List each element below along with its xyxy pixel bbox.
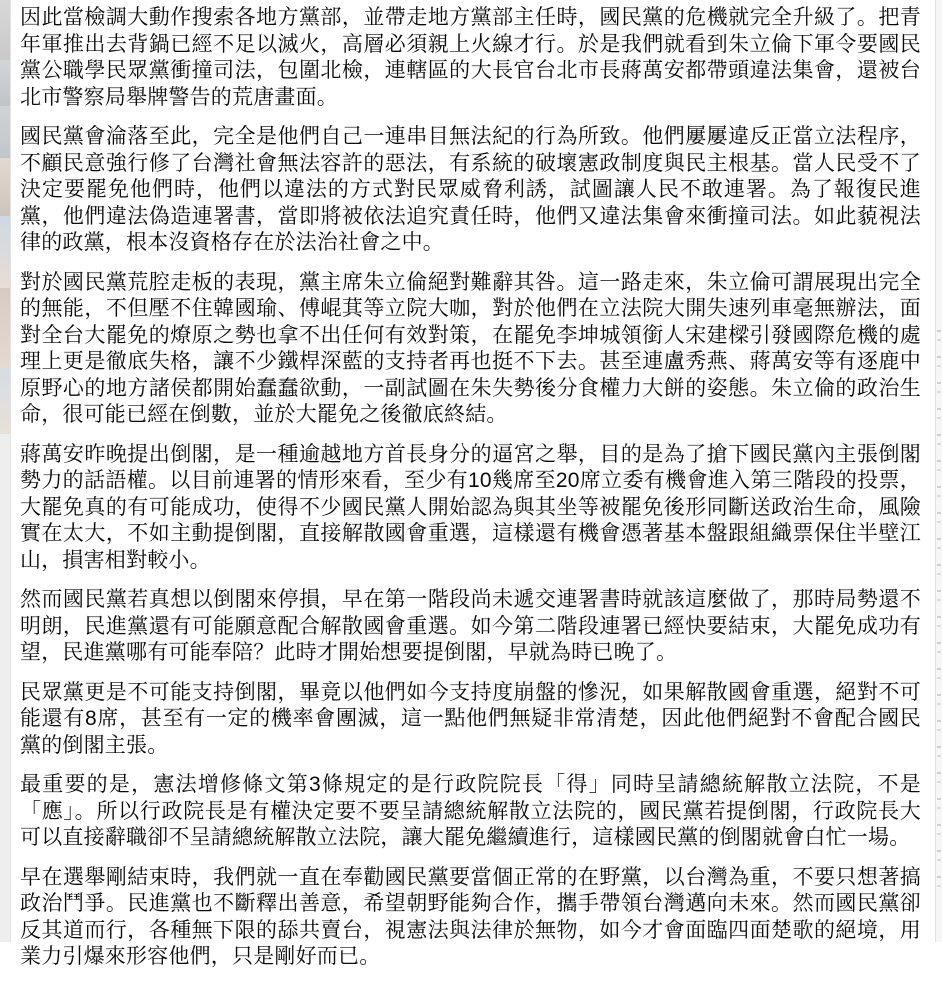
article-paragraph: 最重要的是，憲法增修條文第3條規定的是行政院院長「得」同時呈請總統解散立法院，不是「應」。所以行政院長是有權決定要不要呈請總統解散立法院的，國民黨若提倒閣，行政院長大可以直接辭職卻不呈請總統解散立法院，讓大罷免繼續進行，這樣國民黨的倒閣就會白忙一場。 — [20, 773, 921, 849]
article-paragraph: 然而國民黨若真想以倒閣來停損，早在第一階段尚未遞交連署書時就該這麼做了，那時局勢還不明朗，民進黨還有可能願意配合解散國會重選。如今第二階段連署已經快要結束，大罷免成功有望，民進黨哪有可能奉陪？此時才開始想要提倒閣，早就為時已晚了。 — [20, 588, 921, 664]
article-body — [20, 5, 921, 984]
article-paragraph: 國民黨會淪落至此，完全是他們自己一連串目無法紀的行為所致。他們屢屢違反正當立法程序，不顧民意強行修了台灣社會無法容許的惡法，有系統的破壞憲政制度與民主根基。當人民受不了決定要罷免他們時，他們以違法的方式對民眾威脅利誘，試圖讓人民不敢連署。為了報復民進黨，他們違法偽造連署書，當即將被依法追究責任時，他們又違法集會來衝撞司法。如此藐視法律的政黨，根本沒資格存在於法治社會之中。 — [20, 125, 921, 254]
article-paragraph: 民眾黨更是不可能支持倒閣，畢竟以他們如今支持度崩盤的慘況，如果解散國會重選，絕對不可能還有8席，甚至有一定的機率會團滅，這一點他們無疑非常清楚，因此他們絕對不會配合國民黨的倒閣主張。 — [20, 680, 921, 757]
article-paragraph: 因此當檢調大動作搜索各地方黨部，並帶走地方黨部主任時，國民黨的危機就完全升級了。把青年軍推出去背鍋已經不足以滅火，高層必須親上火線才行。於是我們就看到朱立倫下軍令要國民黨公職學民眾黨衝撞司法，包圍北檢，連轄區的大長官台北市長蔣萬安都帶頭違法集會，還被台北市警察局舉牌警告的荒唐畫面。 — [20, 6, 921, 109]
left-sliver-thumbnail — [0, 0, 10, 60]
left-sliver-thumbnail — [0, 216, 10, 288]
left-sliver-thumbnail — [0, 158, 10, 216]
article-paragraph: 對於國民黨荒腔走板的表現，黨主席朱立倫絕對難辭其咎。這一路走來，朱立倫可謂展現出完全的無能，不但壓不住韓國瑜、傅崐萁等立院大咖，對於他們在立法院大開失速列車毫無辦法，面對全台大罷免的燎原之勢也拿不出任何有效對策，在罷免李坤城領銜人宋建樑引發國際危機的處理上更是徹底失格，讓不少鐵桿深藍的支持者再也挺不下去。甚至連盧秀燕、蔣萬安等有逐鹿中原野心的地方諸侯都開始蠢蠢欲動，一副試圖在朱失勢後分食權力大餅的姿態。朱立倫的政治生命，很可能已經在倒數，並於大罷免之後徹底終結。 — [20, 270, 921, 426]
left-sliver-thumbnail — [0, 106, 10, 158]
article-paragraph: 蔣萬安昨晚提出倒閣，是一種逾越地方首長身分的逼宮之舉，目的是為了搶下國民黨內主張倒閣勢力的話語權。以目前連署的情形來看，至少有10幾席至20席立委有機會進入第三階段的投票，大罷免真的有可能成功，使得不少國民黨人開始認為與其坐等被罷免後形同斷送政治生命，風險實在太大，不如主動提倒閣，直接解散國會重選，這樣還有機會憑著基本盤跟組織票保住半壁江山，損害相對較小。 — [20, 442, 921, 572]
left-sliver-thumbnail — [0, 60, 10, 106]
left-sliver-thumbnail — [0, 368, 10, 434]
left-edge-window-sliver — [0, 0, 11, 942]
right-edge-content-sliver — [935, 0, 942, 942]
article-paragraph: 早在選舉剛結束時，我們就一直在奉勸國民黨要當個正常的在野黨，以台灣為重，不要只想著搞政治鬥爭。民進黨也不斷釋出善意，希望朝野能夠合作，攜手帶領台灣邁向未來。然而國民黨卻反其道而行，各種無下限的舔共賣台，視憲法與法律於無物，如今才會面臨四面楚歌的絕境，用業力引爆來形容他們，只是剛好而已。 — [20, 865, 921, 968]
left-sliver-thumbnail — [0, 288, 10, 368]
